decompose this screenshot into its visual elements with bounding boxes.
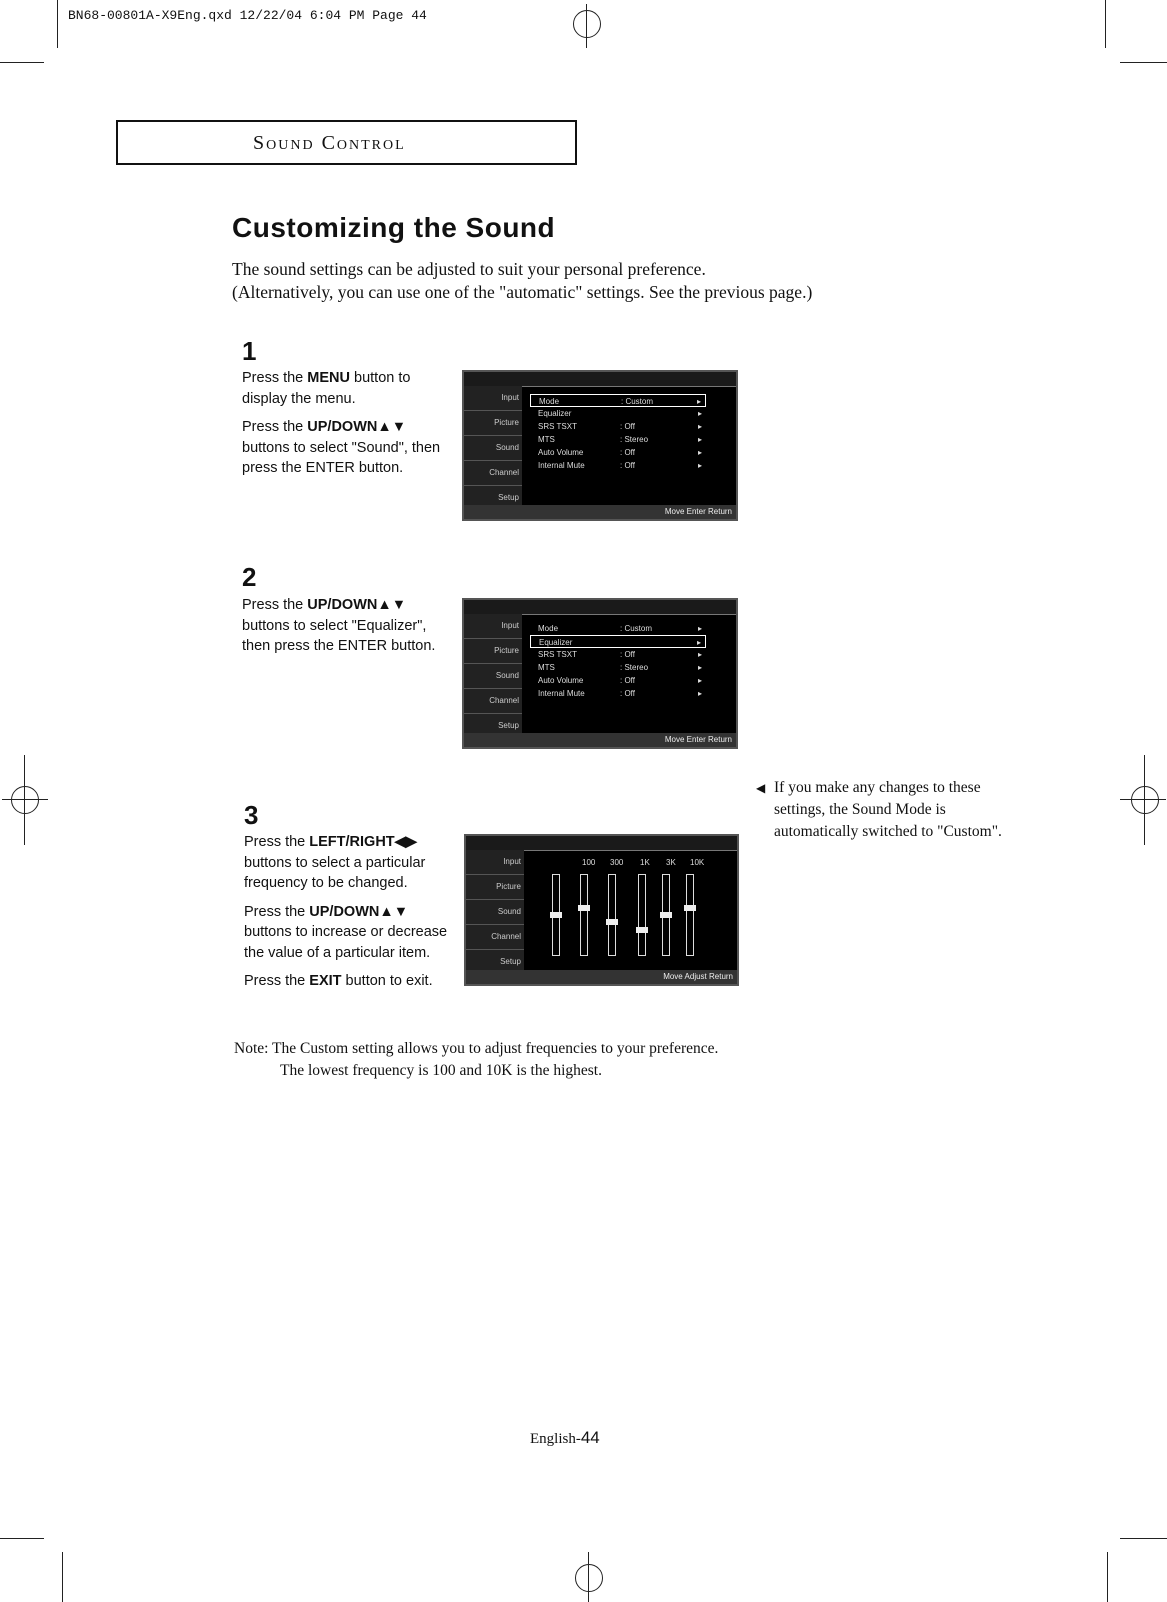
- freq-label: 100: [582, 858, 596, 867]
- equalizer-slider-knob: [606, 919, 618, 925]
- screen-title-bar: [464, 372, 736, 387]
- equalizer-slider-knob: [578, 905, 590, 911]
- side-item: Setup: [464, 714, 522, 739]
- step-3-paragraph: Press the LEFT/RIGHT◀▶ buttons to select a particular frequency to be changed.: [244, 834, 426, 891]
- step-1-paragraph: Press the UP/DOWN▲▼ buttons to select "Sound", then press the ENTER button.: [242, 419, 441, 476]
- crop-mark: [62, 1552, 63, 1602]
- freq-label: 3K: [666, 858, 676, 867]
- equalizer-slider: [662, 874, 670, 956]
- equalizer-slider-knob: [684, 905, 696, 911]
- side-item: Sound: [464, 436, 522, 461]
- registration-mark-right: [1131, 786, 1159, 814]
- side-item: Picture: [466, 875, 524, 900]
- crop-mark: [57, 0, 58, 48]
- page-footer: [530, 1428, 600, 1448]
- bottom-note-line-1: Note: The Custom setting allows you to adjust frequencies to your preference.: [234, 1040, 719, 1057]
- step-1-number: 1: [242, 336, 257, 366]
- side-item: Input: [466, 850, 524, 875]
- registration-mark-right: [1144, 755, 1145, 845]
- registration-mark-right: [1120, 799, 1166, 800]
- intro-line-2: (Alternatively, you can use one of the "automatic" settings. See the previous page.): [232, 282, 813, 302]
- registration-mark-bottom: [588, 1552, 589, 1602]
- step-1-paragraph: Press the MENU button to display the menu.: [242, 370, 411, 407]
- equalizer-slider-knob: [660, 912, 672, 918]
- section-header-box: [116, 120, 577, 165]
- screen-menu-list: [530, 394, 706, 472]
- step-2-paragraph: Press the UP/DOWN▲▼ buttons to select "Equalizer", then press the ENTER button.: [242, 597, 436, 654]
- screen-title-bar: [464, 600, 736, 615]
- step-3-text: [244, 832, 459, 1000]
- crop-mark: [0, 62, 44, 63]
- screen-footer: Move Enter Return: [464, 505, 736, 519]
- bottom-note: [234, 1038, 718, 1082]
- side-item: Channel: [464, 461, 522, 486]
- side-item: Picture: [464, 639, 522, 664]
- screen-footer: Move Enter Return: [464, 733, 736, 747]
- crop-mark: [0, 1538, 44, 1539]
- freq-label: 300: [610, 858, 624, 867]
- side-item: Channel: [466, 925, 524, 950]
- side-note: [756, 777, 1010, 843]
- menu-row: MTS : Stereo ▸: [538, 435, 702, 444]
- menu-row: Equalizer ▸: [530, 635, 706, 648]
- registration-mark-bottom: [575, 1564, 603, 1592]
- step-2-number: 2: [242, 562, 257, 592]
- section-title: Sound Control: [253, 132, 406, 154]
- menu-row: MTS : Stereo ▸: [538, 663, 702, 672]
- registration-mark-top: [573, 10, 601, 38]
- menu-row: Mode : Custom ▸: [530, 394, 706, 407]
- side-item: Input: [464, 614, 522, 639]
- intro-text: [232, 258, 812, 304]
- equalizer-slider: [580, 874, 588, 956]
- page-number: 44: [580, 1428, 600, 1447]
- registration-mark-left: [24, 755, 25, 845]
- crop-mark: [1120, 62, 1167, 63]
- registration-mark-left: [2, 799, 48, 800]
- footer-lang: English-: [530, 1431, 581, 1447]
- print-header: BN68-00801A-X9Eng.qxd 12/22/04 6:04 PM Page 44: [68, 8, 427, 23]
- menu-row: Equalizer ▸: [538, 409, 702, 418]
- crop-mark: [1120, 1538, 1167, 1539]
- equalizer-slider-knob: [636, 927, 648, 933]
- registration-mark-left: [11, 786, 39, 814]
- crop-mark: [1105, 0, 1106, 48]
- bottom-note-line-2: The lowest frequency is 100 and 10K is the highest.: [280, 1062, 602, 1079]
- registration-mark-top: [586, 4, 587, 48]
- menu-row: Internal Mute : Off ▸: [538, 461, 702, 470]
- menu-row: SRS TSXT : Off ▸: [538, 422, 702, 431]
- freq-label: 10K: [690, 858, 705, 867]
- menu-row: Internal Mute : Off ▸: [538, 689, 702, 698]
- step-3-paragraph: Press the UP/DOWN▲▼ buttons to increase or decrease the value of a particular item.: [244, 903, 448, 961]
- equalizer-slider: [686, 874, 694, 956]
- screen-footer: Move Adjust Return: [466, 970, 737, 984]
- menu-row: Mode : Custom ▸: [538, 624, 702, 633]
- step-1-text: [242, 368, 457, 487]
- side-item: Setup: [466, 950, 524, 975]
- menu-row: Auto Volume : Off ▸: [538, 676, 702, 685]
- step-3-paragraph: Press the EXIT button to exit.: [244, 973, 433, 989]
- sound-menu-screenshot-2: [462, 598, 738, 749]
- equalizer-screenshot: [464, 834, 739, 986]
- equalizer-slider: [552, 874, 560, 956]
- side-item: Sound: [464, 664, 522, 689]
- screen-side-menu: [464, 614, 522, 733]
- side-item: Input: [464, 386, 522, 411]
- intro-line-1: The sound settings can be adjusted to suit your personal preference.: [232, 259, 706, 279]
- note-arrow-icon: ◀: [756, 781, 766, 795]
- sound-menu-screenshot-1: [462, 370, 738, 521]
- equalizer-slider: [638, 874, 646, 956]
- side-note-text: If you make any changes to these settings, the Sound Mode is automatically switched to "Custom".: [774, 779, 1002, 840]
- step-3-number: 3: [244, 800, 259, 830]
- crop-mark: [1107, 1552, 1108, 1602]
- step-2-text: [242, 595, 457, 665]
- side-item: Setup: [464, 486, 522, 511]
- screen-side-menu: [464, 386, 522, 505]
- freq-label: 1K: [640, 858, 650, 867]
- equalizer-slider-knob: [550, 912, 562, 918]
- equalizer-slider: [608, 874, 616, 956]
- side-item: Sound: [466, 900, 524, 925]
- menu-row: SRS TSXT : Off ▸: [538, 650, 702, 659]
- side-item: Picture: [464, 411, 522, 436]
- page-title: Customizing the Sound: [232, 212, 556, 243]
- equalizer-panel: [546, 856, 717, 966]
- screen-side-menu: [466, 850, 524, 970]
- screen-menu-list: [530, 622, 706, 700]
- side-item: Channel: [464, 689, 522, 714]
- menu-row: Auto Volume : Off ▸: [538, 448, 702, 457]
- screen-title-bar: [466, 836, 737, 851]
